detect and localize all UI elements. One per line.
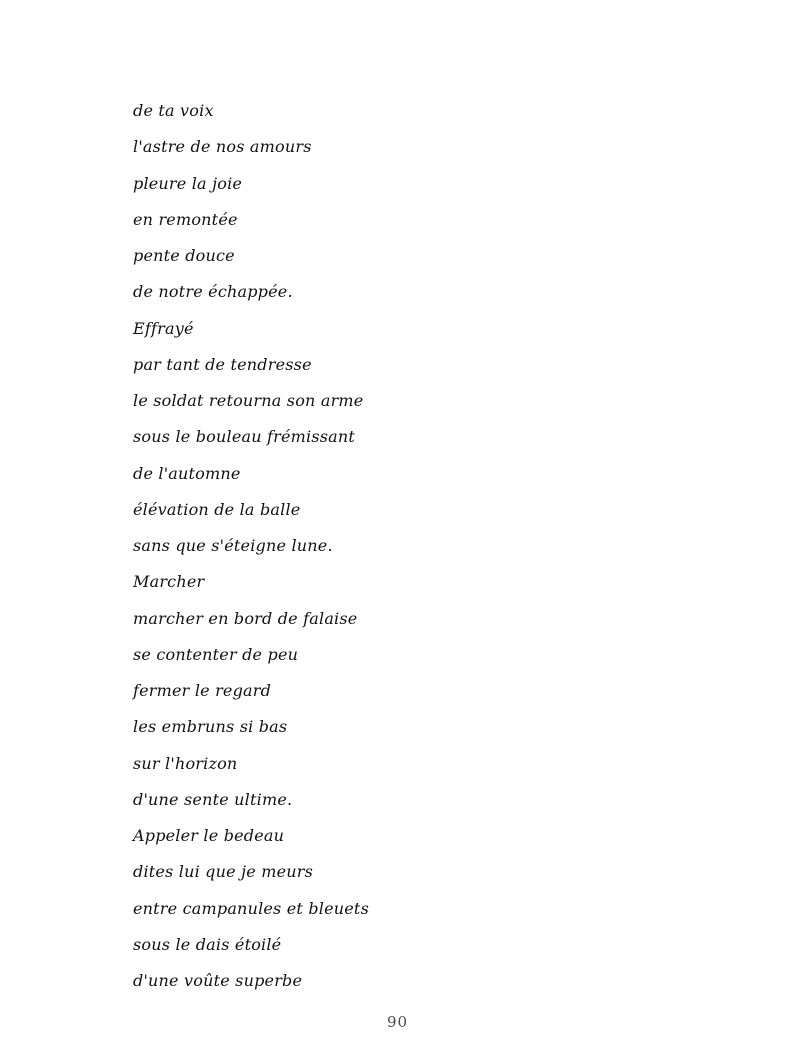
poem-line: dites lui que je meurs	[133, 862, 314, 882]
poem-line: pleure la joie	[133, 173, 243, 193]
page-footer	[0, 1012, 795, 1031]
poem-line: entre campanules et bleuets	[133, 898, 369, 918]
poem-line: l'astre de nos amours	[133, 137, 312, 157]
poem-line: de l'automne	[133, 463, 241, 483]
poem-line: marcher en bord de falaise	[133, 608, 358, 628]
poem-line: les embruns si bas	[133, 717, 288, 737]
poem-line: Effrayé	[133, 318, 194, 338]
poem-line: fermer le regard	[133, 681, 272, 700]
poem-line: Marcher	[133, 572, 205, 592]
poem-body	[133, 93, 693, 999]
page-number: 90	[386, 1013, 409, 1031]
poem-line: en remontée	[133, 209, 238, 229]
poem-line: Appeler le bedeau	[133, 826, 285, 845]
poem-line: sous le dais étoilé	[133, 934, 282, 954]
poem-line: de ta voix	[133, 101, 214, 120]
poem-line: sans que s'éteigne lune.	[133, 536, 333, 555]
poem-line: par tant de tendresse	[133, 354, 312, 374]
poem-line: le soldat retourna son arme	[133, 391, 364, 410]
poem-line: pente douce	[133, 246, 235, 265]
poem-line: sur l'horizon	[133, 753, 238, 773]
poem-line: de notre échappée.	[133, 282, 293, 302]
poem-line: sous le bouleau frémissant	[133, 427, 356, 447]
poem-line: se contenter de peu	[133, 644, 299, 664]
poem-line: d'une voûte superbe	[133, 971, 303, 990]
poem-line: d'une sente ultime.	[133, 789, 293, 809]
poem-line: élévation de la balle	[133, 499, 301, 519]
